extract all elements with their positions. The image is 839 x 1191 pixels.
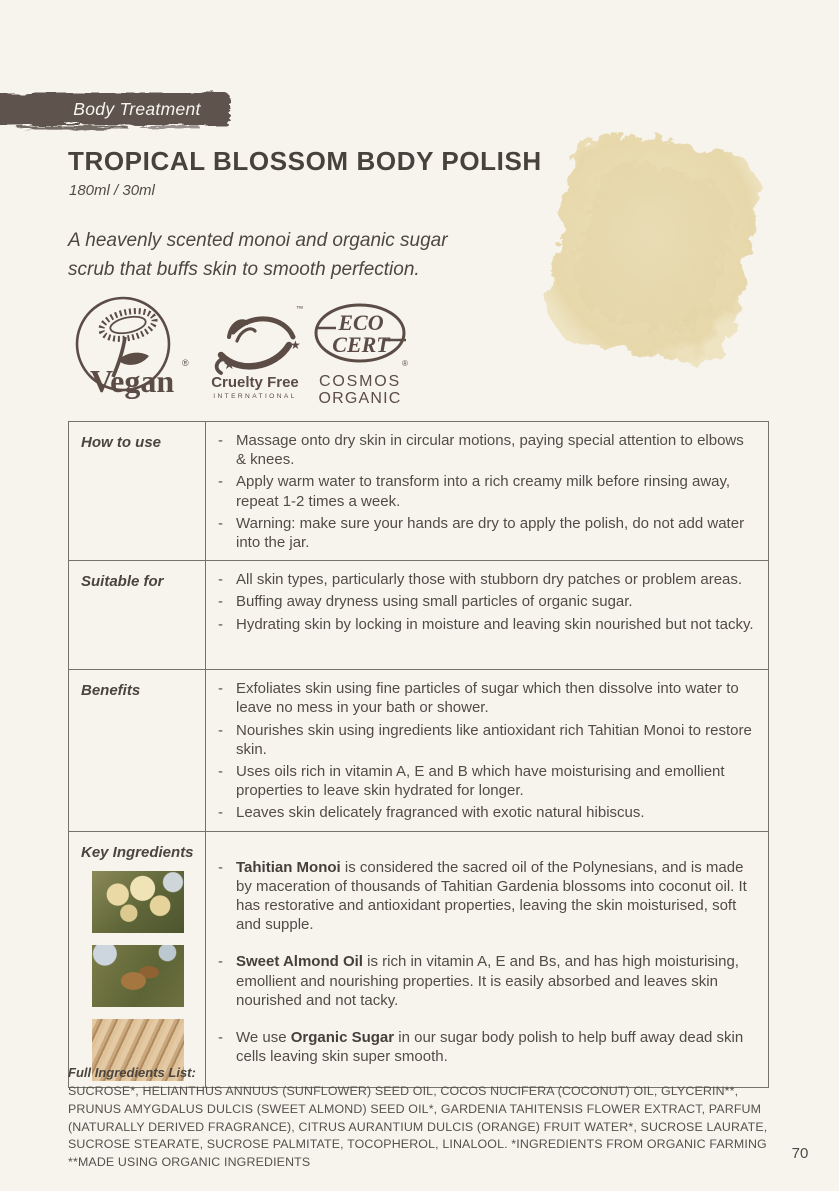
product-description bbox=[68, 226, 448, 284]
bullet-item: - Uses oils rich in vitamin A, E and B which have moisturising and emollient properties to leave skin hydrated for longer. bbox=[218, 763, 725, 800]
page-title: TROPICAL BLOSSOM BODY POLISH bbox=[68, 146, 542, 176]
row-label: Suitable for bbox=[69, 561, 206, 669]
organic-label: ORGANIC bbox=[318, 390, 402, 405]
row-label: How to use bbox=[69, 422, 206, 560]
star-glyph: ★ bbox=[223, 356, 236, 372]
full-ingredients-title: Full Ingredients List: bbox=[68, 1065, 196, 1080]
almond-branch-photo bbox=[92, 945, 184, 1007]
star-glyph: ★ bbox=[290, 338, 301, 352]
bullet-item: - Sweet Almond Oil is rich in vitamin A, E and Bs, and has high moisturising, emollient and nourishing properties. It is easily absorbed and leaves skin nourished and not tacky. bbox=[218, 953, 739, 1009]
bullet-item: - We use Organic Sugar in our sugar body polish to help buff away dead skin cells leaving skin super smooth. bbox=[218, 1029, 744, 1066]
bullet-item: - Leaves skin delicately fragranced with exotic natural hibiscus. bbox=[218, 804, 645, 822]
table-row-key-ingredients bbox=[69, 832, 768, 1087]
ecocert-logo bbox=[312, 302, 410, 410]
table-row-suitable-for bbox=[69, 561, 768, 670]
category-badge bbox=[0, 86, 240, 138]
bullet-item: - Hydrating skin by locking in moisture and leaving skin nourished but not tacky. bbox=[218, 615, 754, 633]
table-row-how-to-use bbox=[69, 422, 768, 561]
trademark-mark: ™ bbox=[296, 304, 304, 313]
bullet-item: - Exfoliates skin using fine particles of sugar which then dissolve into water to leave no mess in your bath or shower. bbox=[218, 680, 739, 717]
bullet-item: - All skin types, particularly those with stubborn dry patches or problem areas. bbox=[218, 571, 743, 589]
vegan-wordmark: Vegan bbox=[90, 363, 175, 399]
bullet-item: - Buffing away dryness using small particles of organic sugar. bbox=[218, 593, 633, 611]
ecocert-seal-icon bbox=[312, 302, 410, 405]
bullet-item: - Tahitian Monoi is considered the sacred oil of the Polynesians, and is made by maceration of thousands of Tahitian Gardenia blossoms into coconut oil. It has restorative and antioxidant properties, leaving the skin moisturised, soft and supple. bbox=[218, 858, 747, 934]
description-line-1: A heavenly scented monoi and organic sugar bbox=[68, 230, 448, 251]
row-label: Benefits bbox=[69, 670, 206, 830]
full-ingredients-text: SUCROSE*, HELIANTHUS ANNUUS (SUNFLOWER) SEED OIL, COCOS NUCIFERA (COCONUT) OIL, GLYCERIN**, PRUNUS AMYGDALUS DULCIS (SWEET ALMOND) SEED OIL*, GARDENIA TAHITENSIS FLOWER EXTRACT, PARFUM (NATURALLY DERIVED FRAGRANCE), CITRUS AURANTIUM DULCIS (ORANGE) FRUIT WATER*, SUCROSE LAURATE, SUCROSE STEARATE, SUCROSE PALMITATE, TOCOPHEROL, LINALOOL. *INGREDIENTS FROM ORGANIC FARMING **MADE USING ORGANIC INGREDIENTS bbox=[68, 1084, 768, 1170]
leaping-bunny-icon bbox=[203, 299, 307, 401]
bullet-item: - Warning: make sure your hands are dry to apply the polish, do not add water into the jar. bbox=[218, 514, 745, 552]
row-content bbox=[206, 670, 768, 830]
product-info-table bbox=[68, 421, 769, 1088]
registered-mark: ® bbox=[402, 359, 408, 368]
ecocert-line1: ECO bbox=[338, 310, 384, 335]
cosmos-label: COSMOS bbox=[319, 373, 401, 390]
row-content bbox=[206, 832, 768, 1087]
table-row-benefits bbox=[69, 670, 768, 831]
ecocert-line2: CERT bbox=[332, 332, 390, 357]
vegan-logo bbox=[68, 294, 196, 405]
cruelty-free-wordmark: Cruelty Free bbox=[211, 374, 299, 391]
product-sizes: 180ml / 30ml bbox=[69, 182, 155, 199]
row-label-with-photos bbox=[69, 832, 206, 1087]
registered-mark: ® bbox=[182, 358, 189, 368]
full-ingredients-section bbox=[68, 1065, 776, 1172]
bullet-item: - Nourishes skin using ingredients like antioxidant rich Tahitian Monoi to restore skin. bbox=[218, 721, 752, 758]
gardenia-blossoms-photo bbox=[92, 871, 184, 933]
bullet-item: - Massage onto dry skin in circular motions, paying special attention to elbows & knees. bbox=[218, 432, 744, 469]
page-number: 70 bbox=[791, 1145, 809, 1162]
bullet-item: - Apply warm water to transform into a rich creamy milk before rinsing away, repeat 1-2 times a week. bbox=[218, 473, 731, 510]
cruelty-free-sublabel: INTERNATIONAL bbox=[213, 393, 297, 400]
product-photo-sugar-scrub bbox=[488, 98, 798, 403]
vegan-sunflower-icon bbox=[68, 294, 196, 400]
description-line-2: scrub that buffs skin to smooth perfection. bbox=[68, 259, 420, 280]
row-content bbox=[206, 422, 768, 560]
category-badge-label: Body Treatment bbox=[73, 99, 201, 119]
row-content bbox=[206, 561, 768, 669]
cruelty-free-logo bbox=[203, 299, 307, 406]
row-label: Key Ingredients bbox=[81, 843, 194, 861]
